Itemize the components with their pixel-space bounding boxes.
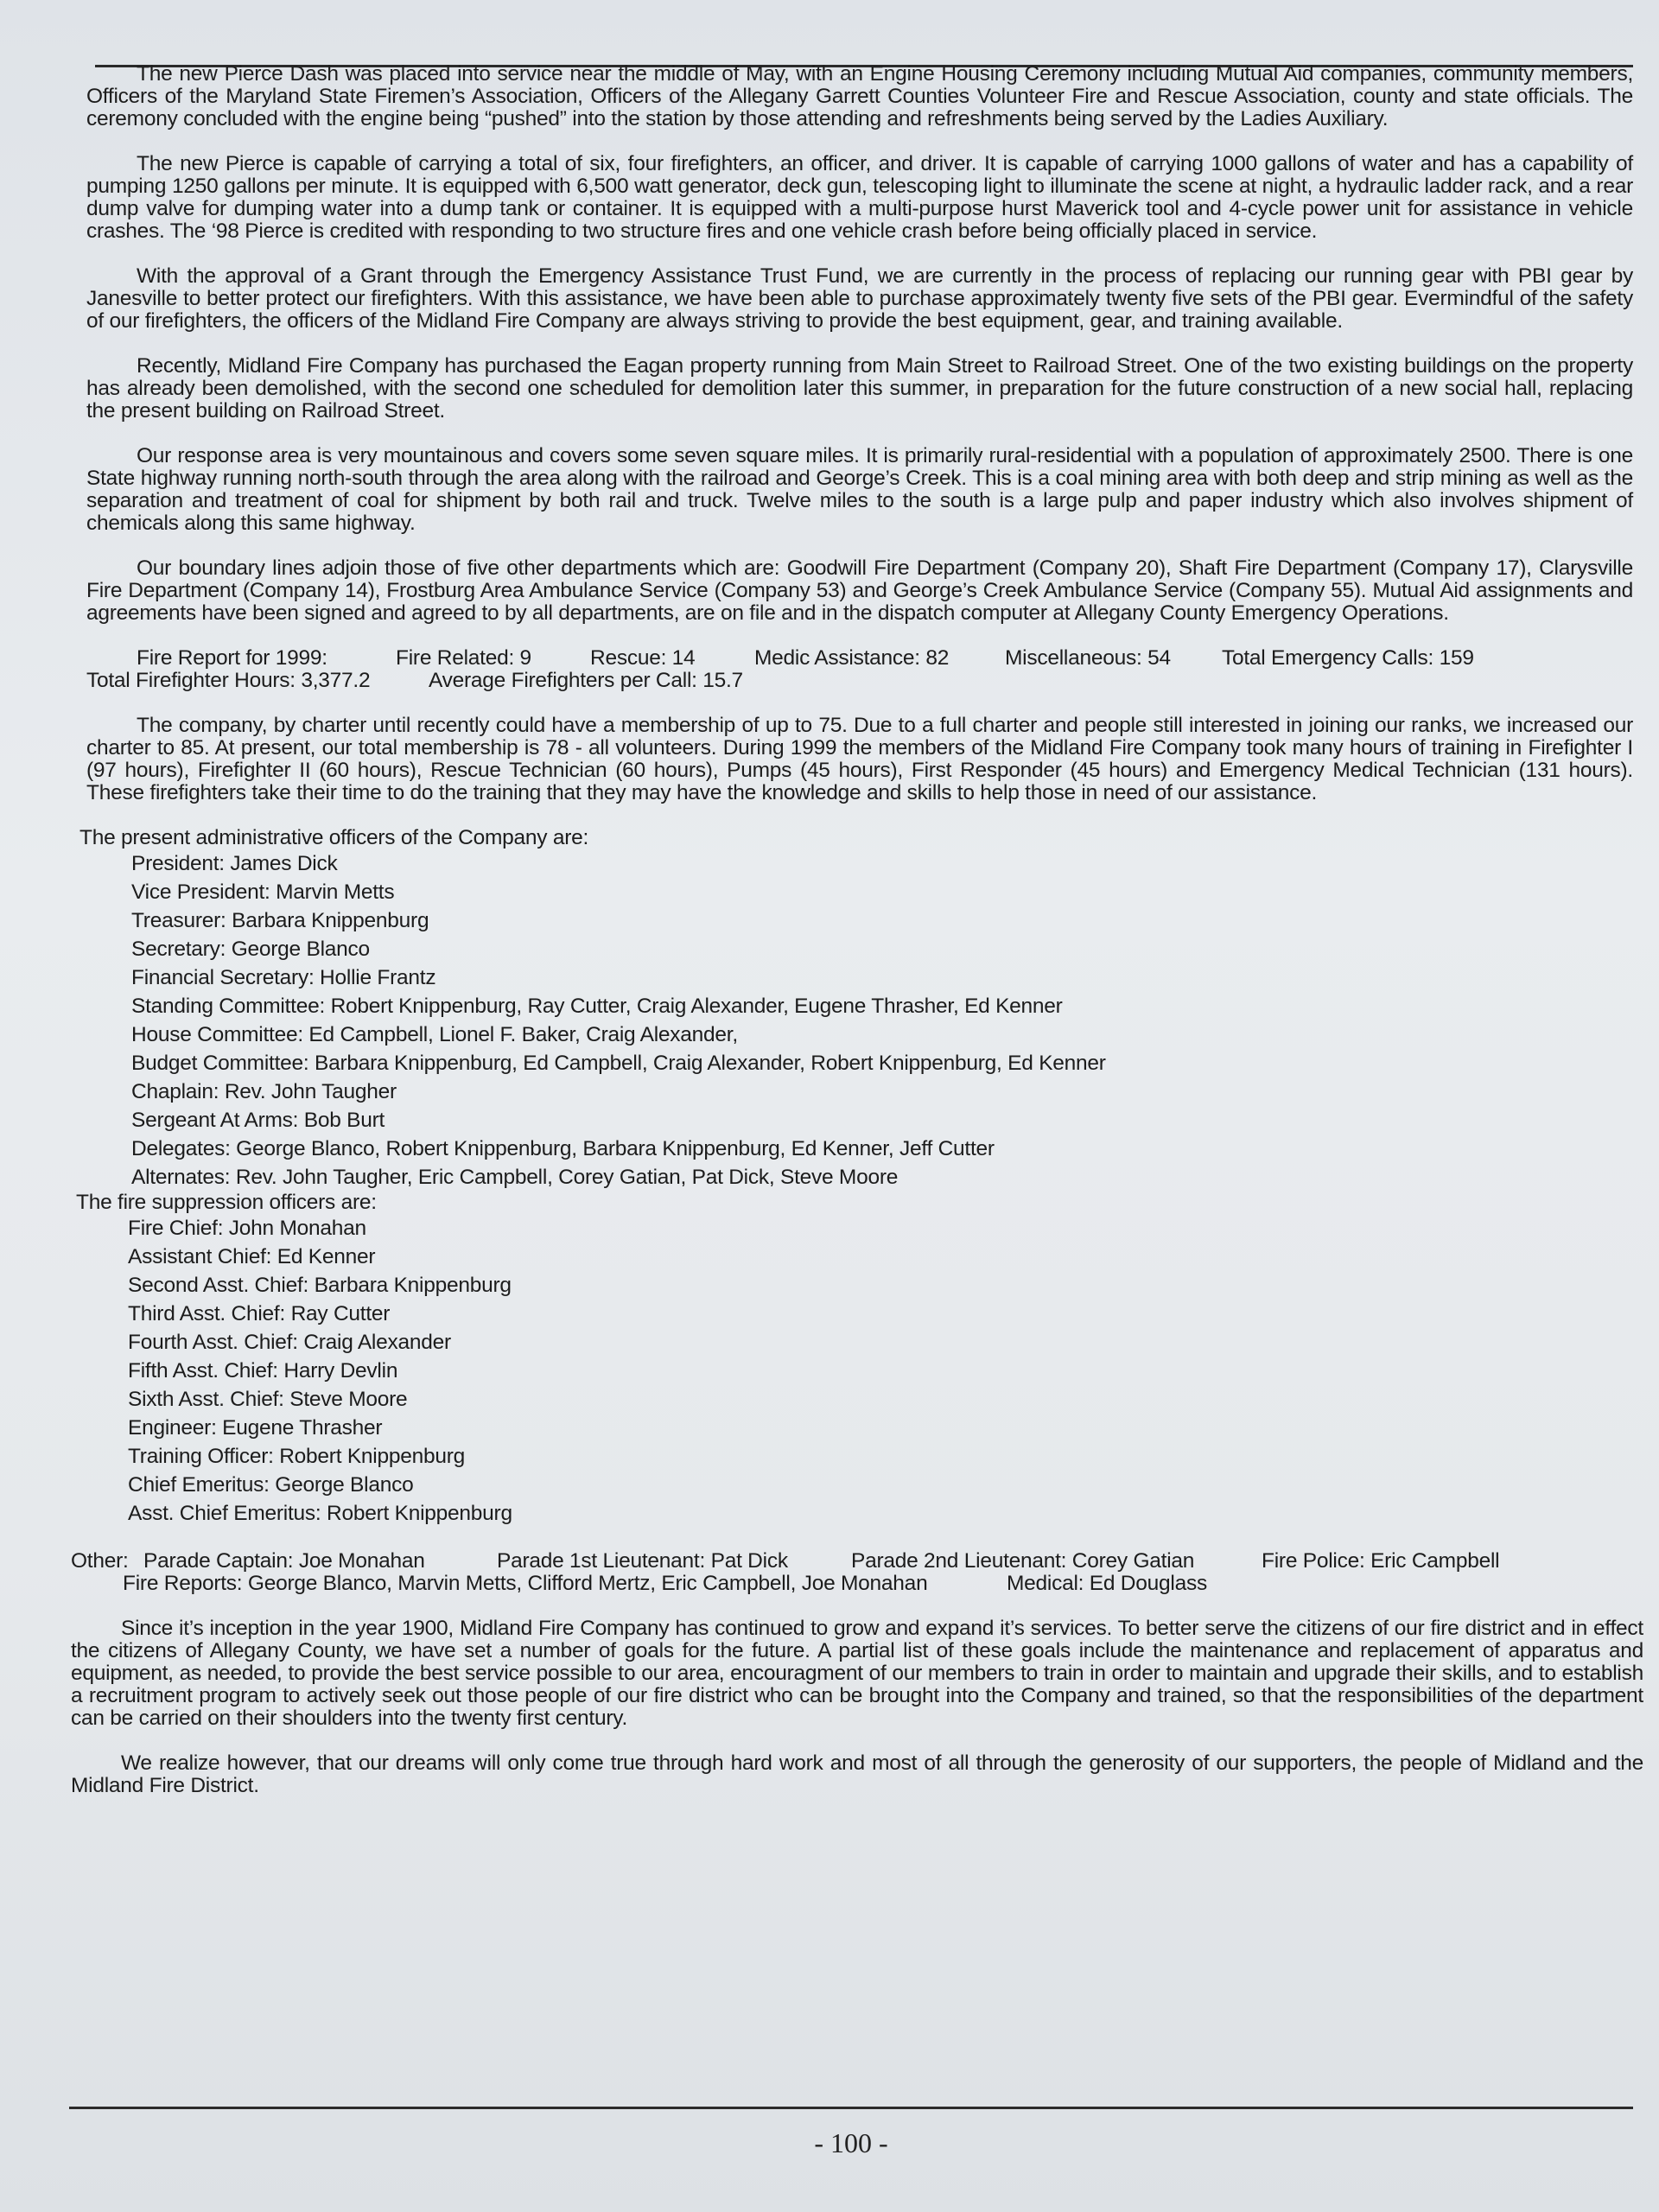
total-emergency-calls: Total Emergency Calls: 159 [1222,646,1474,670]
paragraph-text: Recently, Midland Fire Company has purchased the Eagan property running from Main Street to Railroad Street. One of the two existing buildings on the property has already been demolished, with the second one scheduled for demolition later this summer, in preparation for the future construction of a new social hall, replacing the present building on Railroad Street. [86,354,1633,423]
officer-entry: Chaplain: Rev. John Taugher [131,1080,397,1103]
other-label: Other: [71,1549,129,1573]
fire-report [86,647,1633,692]
parade-1st-lieutenant: Parade 1st Lieutenant: Pat Dick [497,1549,788,1573]
officer-entry: Fifth Asst. Chief: Harry Devlin [128,1359,398,1382]
paragraph-text: Since it’s inception in the year 1900, Midland Fire Company has continued to grow and expand it’s services. To better serve the citizens of our fire district and in effect the citizens of Allegany County, we have set a number of goals for the future. A partial list of these goals include the maintenance and replacement of apparatus and equipment, as needed, to provide the best service possible to our area, encouragment of our members to train in order to maintain and upgrade their skills, and to establish a recruitment program to actively seek out those people of our fire district who can be brought into the Company and trained, so that the responsibilities of the department can be carried on their shoulders into the twenty first century. [71,1617,1643,1730]
other-officers [71,1550,1633,1595]
medic-assistance-count: Medic Assistance: 82 [754,646,950,670]
paragraph-eagan-property [86,355,1633,423]
officer-entry: Chief Emeritus: George Blanco [128,1473,414,1497]
paragraph-response-area [86,445,1633,535]
fire-police: Fire Police: Eric Campbell [1262,1549,1500,1573]
total-firefighter-hours: Total Firefighter Hours: 3,377.2 [86,669,371,692]
officer-entry: President: James Dick [131,852,338,875]
officer-entry: Sixth Asst. Chief: Steve Moore [128,1388,408,1411]
admin-officers-heading: The present administrative officers of the Company are: [79,826,589,849]
officer-entry: House Committee: Ed Campbell, Lionel F. Baker, Craig Alexander, [131,1023,738,1046]
officer-entry: Assistant Chief: Ed Kenner [128,1245,376,1268]
bottom-rule [69,2107,1633,2109]
officer-entry: Fire Chief: John Monahan [128,1217,366,1240]
officer-entry: Asst. Chief Emeritus: Robert Knippenburg [128,1502,512,1525]
fire-related-count: Fire Related: 9 [396,646,531,670]
paragraph-membership [86,715,1633,804]
page-content [71,62,1643,1820]
officer-entry: Budget Committee: Barbara Knippenburg, Ed Campbell, Craig Alexander, Robert Knippenburg, Ed Kenner [131,1052,1106,1075]
fire-report-label: Fire Report for 1999: [137,646,327,670]
paragraph-boundary-lines [86,557,1633,625]
admin-officers-list [79,827,1633,1192]
paragraph-pierce-capabilities [86,153,1633,243]
officer-entry: Sergeant At Arms: Bob Burt [131,1109,385,1132]
parade-2nd-lieutenant: Parade 2nd Lieutenant: Corey Gatian [851,1549,1195,1573]
paragraph-text: The new Pierce Dash was placed into service near the middle of May, with an Engine Housing Ceremony including Mutual Aid companies, community members, Officers of the Maryland State Firemen’s Association, Officers of the Allegany Garrett Counties Volunteer Fire and Rescue Association, county and state officials. The ceremony concluded with the engine being “pushed” into the station by those attending and refreshments being served by the Ladies Auxiliary. [86,62,1633,130]
page-number: - 100 - [814,2127,888,2158]
officer-entry: Training Officer: Robert Knippenburg [128,1445,466,1468]
officer-entry: Alternates: Rev. John Taugher, Eric Campbell, Corey Gatian, Pat Dick, Steve Moore [131,1166,899,1189]
officer-entry: Financial Secretary: Hollie Frantz [131,966,436,989]
officer-entry: Delegates: George Blanco, Robert Knippenburg, Barbara Knippenburg, Ed Kenner, Jeff Cutter [131,1137,995,1160]
page-sheet [69,48,1643,2158]
officer-entry: Third Asst. Chief: Ray Cutter [128,1302,391,1325]
average-firefighters-per-call: Average Firefighters per Call: 15.7 [429,669,743,692]
miscellaneous-count: Miscellaneous: 54 [1005,646,1171,670]
rescue-count: Rescue: 14 [590,646,696,670]
officer-entry: Treasurer: Barbara Knippenburg [131,909,429,932]
fire-officers-list [76,1192,1633,1528]
officer-entry: Secretary: George Blanco [131,938,370,961]
officer-entry: Engineer: Eugene Thrasher [128,1416,383,1440]
paragraph-grant [86,265,1633,333]
fire-reports-officers: Fire Reports: George Blanco, Marvin Metts, Clifford Mertz, Eric Campbell, Joe Monahan [123,1572,928,1595]
paragraph-pierce-dash [86,63,1633,130]
fire-officers-heading: The fire suppression officers are: [76,1191,377,1214]
paragraph-text: We realize however, that our dreams will only come true through hard work and most of all through the generosity of our supporters, the people of Midland and the Midland Fire District. [71,1751,1643,1797]
officer-entry: Vice President: Marvin Metts [131,880,395,904]
paragraph-text: The company, by charter until recently could have a membership of up to 75. Due to a full charter and people still interested in joining our ranks, we increased our charter to 85. At present, our total membership is 78 - all volunteers. During 1999 the members of the Midland Fire Company took many hours of training in Firefighter I (97 hours), Firefighter II (60 hours), Rescue Technician (60 hours), Pumps (45 hours), First Responder (45 hours) and Emergency Medical Technician (131 hours). These firefighters take their time to do the training that they may have the knowledge and skills to help those in need of our assistance. [86,714,1633,804]
paragraph-goals [71,1618,1643,1730]
paragraph-closing [71,1752,1643,1797]
fire-report-line-2 [86,670,1633,692]
other-line-2 [71,1573,1633,1595]
officer-entry: Second Asst. Chief: Barbara Knippenburg [128,1274,512,1297]
officer-entry: Standing Committee: Robert Knippenburg, Ray Cutter, Craig Alexander, Eugene Thrasher, Ed Kenner [131,995,1063,1018]
fire-report-line-1 [86,647,1633,670]
parade-captain: Parade Captain: Joe Monahan [143,1549,425,1573]
other-line-1 [71,1550,1633,1573]
medical-officer: Medical: Ed Douglass [1007,1572,1207,1595]
officer-entry: Fourth Asst. Chief: Craig Alexander [128,1331,451,1354]
paragraph-text: Our boundary lines adjoin those of five other departments which are: Goodwill Fire Department (Company 20), Shaft Fire Department (Company 17), Clarysville Fire Department (Company 14), Frostburg Area Ambulance Service (Company 53) and George’s Creek Ambulance Service (Company 55). Mutual Aid assignments and agreements have been signed and agreed to by all departments, are on file and in the dispatch computer at Allegany County Emergency Operations. [86,556,1633,625]
paragraph-text: With the approval of a Grant through the Emergency Assistance Trust Fund, we are currently in the process of replacing our running gear with PBI gear by Janesville to better protect our firefighters. With this assistance, we have been able to purchase approximately twenty five sets of the PBI gear. Evermindful of the safety of our firefighters, the officers of the Midland Fire Company are always striving to provide the best equipment, gear, and training available. [86,264,1633,333]
paragraph-text: The new Pierce is capable of carrying a total of six, four firefighters, an officer, and driver. It is capable of carrying 1000 gallons of water and has a capability of pumping 1250 gallons per minute. It is equipped with 6,500 watt generator, deck gun, telescoping light to illuminate the scene at night, a hydraulic ladder rack, and a rear dump valve for dumping water into a dump tank or container. It is equipped with a multi-purpose hurst Maverick tool and 4-cycle power unit for assistance in vehicle crashes. The ‘98 Pierce is credited with responding to two structure fires and one vehicle crash before being officially placed in service. [86,152,1633,243]
paragraph-text: Our response area is very mountainous and covers some seven square miles. It is primarily rural-residential with a population of approximately 2500. There is one State highway running north-south through the area along with the railroad and George’s Creek. This is a coal mining area with both deep and strip mining as well as the separation and treatment of coal for shipment by both rail and truck. Twelve miles to the south is a large pulp and paper industry which also involves shipment of chemicals along this same highway. [86,444,1633,535]
